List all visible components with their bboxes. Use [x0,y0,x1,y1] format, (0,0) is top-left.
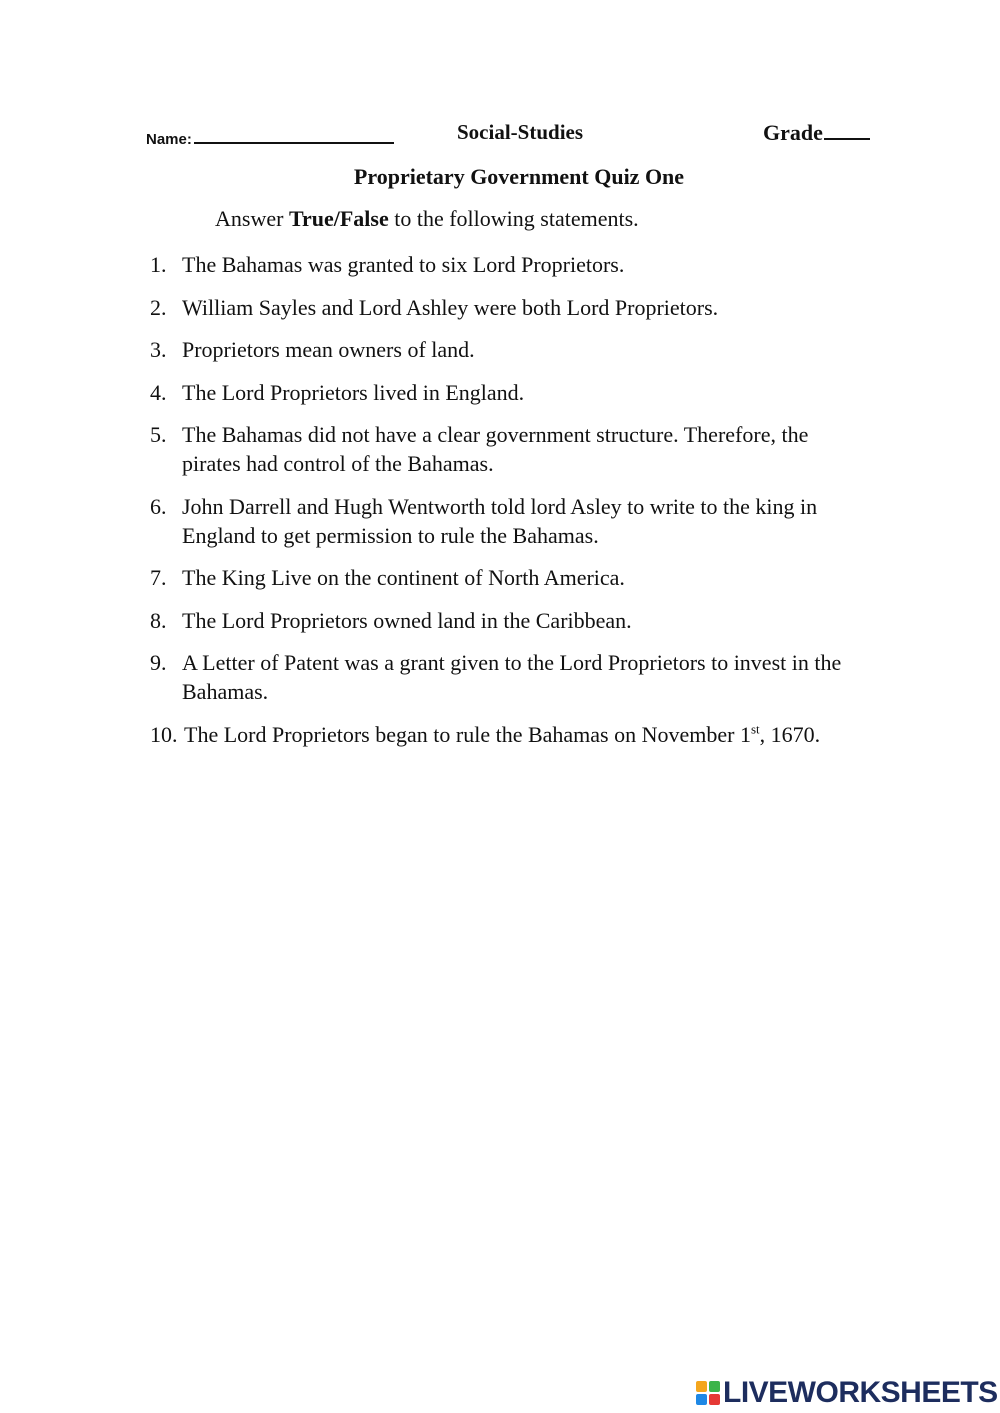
question-item [150,563,870,592]
question-text: The Bahamas did not have a clear government structure. Therefore, the pirates had control of the Bahamas. [182,422,809,476]
liveworksheets-logo-text: LIVEWORKSHEETS [723,1376,998,1409]
question-item [150,648,870,706]
question-item [150,720,870,749]
question-item [150,250,870,279]
question-text: Proprietors mean owners of land. [182,337,475,362]
logo-square-1 [696,1381,707,1392]
question-number: 5. [150,422,167,447]
question-text: John Darrell and Hugh Wentworth told lord Asley to write to the king in England to get permission to rule the Bahamas. [182,493,818,548]
question-text: The Lord Proprietors lived in England. [182,379,525,405]
question-text-after: , 1670. [759,721,821,747]
grade-field[interactable] [763,120,870,146]
grade-label: Grade [763,120,823,145]
question-number: 9. [150,650,167,675]
question-number: 8. [150,607,167,633]
instructions [215,206,639,232]
question-item [150,606,870,635]
name-label: Name: [146,131,192,148]
liveworksheets-logo [696,1376,998,1410]
question-list [150,250,870,762]
question-item [150,492,870,550]
question-item [150,378,870,407]
question-number: 1. [150,252,167,277]
name-blank-line[interactable] [194,128,394,144]
question-number: 10. [150,721,178,747]
question-item [150,335,870,364]
quiz-title: Proprietary Government Quiz One [353,164,685,189]
ordinal-superscript: st [750,721,760,737]
question-number: 2. [150,294,167,320]
question-text: The Bahamas was granted to six Lord Proprietors. [182,252,625,277]
question-item [150,293,870,322]
question-text-before: The Lord Proprietors began to rule the Bahamas on November 1 [184,721,751,747]
question-item [150,420,870,478]
question-number: 3. [150,337,167,362]
question-text: A Letter of Patent was a grant given to the Lord Proprietors to invest in the Bahamas. [182,650,842,704]
question-number: 7. [150,565,167,590]
worksheet-header [0,118,1000,158]
question-text [184,722,820,747]
question-text: The Lord Proprietors owned land in the Caribbean. [182,607,632,633]
question-number: 6. [150,493,167,519]
subject-title: Social-Studies [457,120,584,144]
liveworksheets-logo-icon [696,1381,720,1405]
logo-square-3 [696,1394,707,1405]
instructions-suffix: to the following statements. [394,206,639,231]
logo-square-4 [709,1394,720,1405]
logo-square-2 [709,1381,720,1392]
instructions-emphasis: True/False [288,206,389,231]
name-field[interactable] [146,128,394,148]
question-number: 4. [150,379,167,405]
question-text: The King Live on the continent of North America. [182,565,625,590]
grade-blank-line[interactable] [824,120,870,140]
instructions-prefix: Answer [215,206,284,231]
question-text: William Sayles and Lord Ashley were both Lord Proprietors. [182,294,719,320]
